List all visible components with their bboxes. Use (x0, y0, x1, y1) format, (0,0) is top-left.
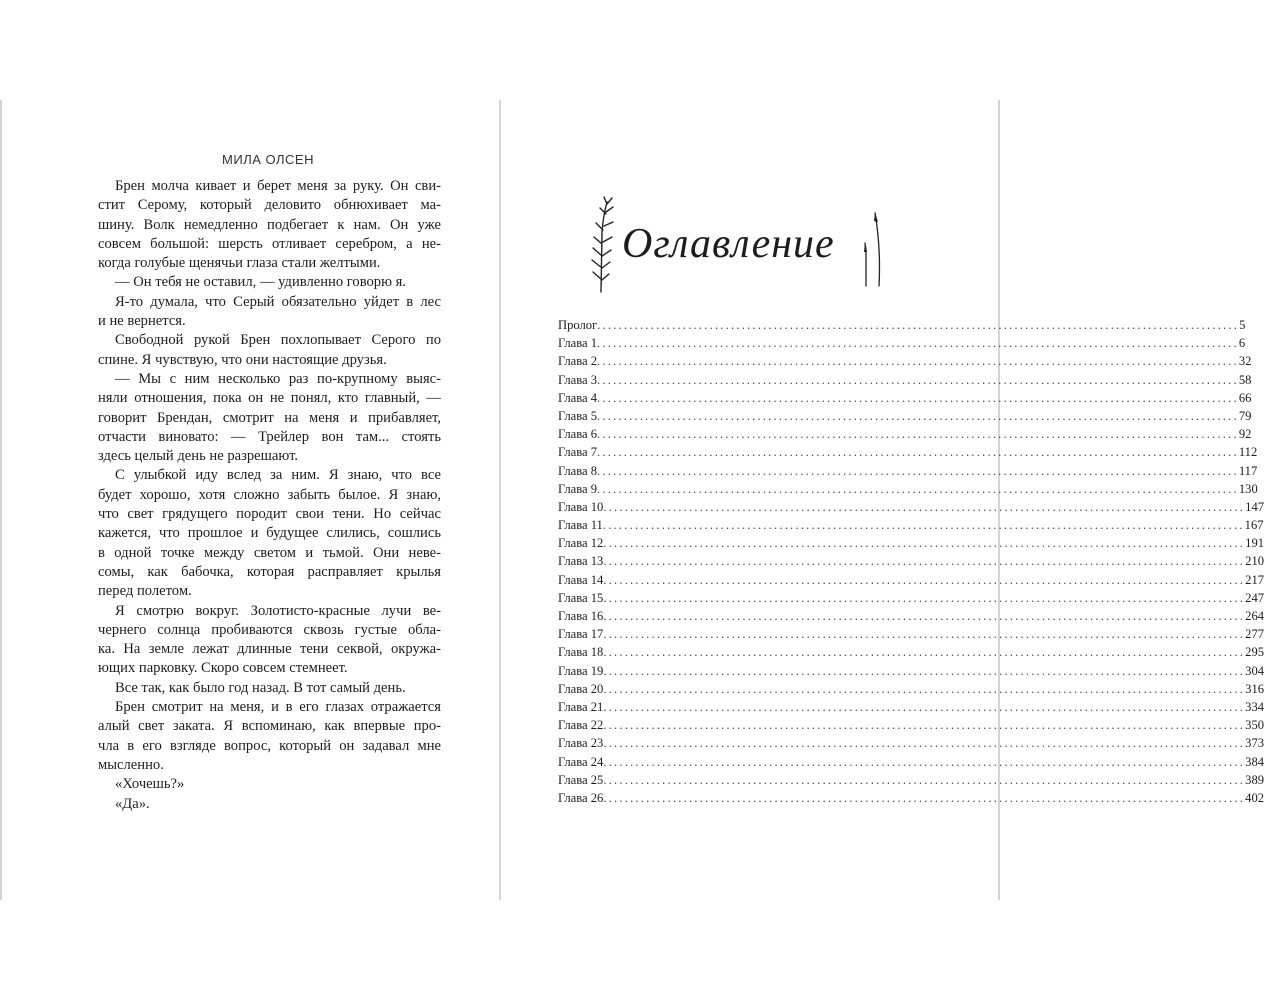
paragraph (98, 679, 441, 698)
toc-leader-dots: ........................................................................................................................ (603, 536, 1246, 551)
toc-entry (558, 734, 1264, 752)
paragraph (98, 602, 441, 679)
toc-leader-dots: ........................................................................................................................ (603, 736, 1246, 751)
text-line: говорит Брендан, смотрит на меня и прибавляет, (98, 409, 441, 426)
toc-entry (558, 443, 1258, 461)
toc-leader-dots: ........................................................................................................................ (603, 772, 1246, 787)
toc-entry-label: Глава 11 (558, 518, 603, 533)
toc-entry-label: Глава 3 (558, 372, 598, 387)
grass-blades-icon (862, 208, 886, 288)
text-line: перед полетом. (98, 583, 192, 600)
toc-leader-dots: ........................................................................................................................ (602, 518, 1245, 533)
toc-leader-dots: ........................................................................................................................ (603, 590, 1246, 605)
toc-entry-page: 247 (1245, 590, 1264, 605)
toc-entry-page: 304 (1245, 663, 1264, 678)
toc-entry-label: Глава 6 (558, 427, 598, 442)
toc-entry (558, 607, 1264, 625)
toc-entry (558, 571, 1264, 589)
toc-entry (558, 625, 1264, 643)
toc-entry-page: 389 (1245, 772, 1264, 787)
text-line: Все так, как было год назад. В тот самый день. (115, 679, 406, 696)
toc-entry-label: Глава 16 (558, 609, 604, 623)
toc-entry-page: 147 (1245, 499, 1264, 514)
paragraph (98, 466, 441, 601)
text-line: «Хочешь?» (115, 776, 185, 793)
toc-entry-page: 264 (1245, 609, 1264, 623)
toc-entry-label: Глава 23 (558, 736, 604, 751)
toc-entry-label: Глава 15 (558, 590, 604, 605)
toc-leader-dots: ........................................................................................................................ (597, 427, 1239, 442)
toc-entry (558, 316, 1246, 334)
toc-entry (558, 662, 1264, 680)
toc-entry-page: 277 (1245, 627, 1264, 642)
toc-entry-label: Глава 8 (558, 463, 598, 478)
toc-entry (558, 680, 1264, 698)
text-line: — Мы с ним несколько раз по-крупному выяс- (115, 370, 441, 387)
table-of-contents (558, 316, 1264, 807)
toc-entry-page: 58 (1238, 372, 1252, 387)
toc-entry-label: Глава 22 (558, 718, 604, 733)
toc-entry (558, 498, 1264, 516)
toc-entry-page: 191 (1245, 536, 1264, 551)
toc-entry-label: Глава 7 (558, 445, 598, 460)
toc-entry (558, 516, 1264, 534)
text-line: алый свет заката. Я вспоминаю, как впервые про- (98, 718, 441, 735)
toc-leader-dots: ........................................................................................................................ (603, 499, 1246, 514)
toc-entry-page: 32 (1238, 354, 1252, 369)
toc-leader-dots: ........................................................................................................................ (597, 354, 1239, 369)
toc-entry (558, 407, 1252, 425)
toc-leader-dots: ........................................................................................................................ (603, 699, 1246, 714)
toc-leader-dots: ........................................................................................................................ (603, 645, 1246, 660)
toc-entry (558, 352, 1252, 370)
toc-entry (558, 589, 1264, 607)
toc-entry (558, 389, 1252, 407)
text-line: Я смотрю вокруг. Золотисто-красные лучи ве- (115, 602, 441, 619)
toc-entry (558, 698, 1264, 716)
toc-entry (558, 552, 1264, 570)
text-line: мысленно. (98, 756, 164, 773)
toc-entry (558, 716, 1264, 734)
toc-leader-dots: ........................................................................................................................ (603, 718, 1246, 733)
text-line: совсем большой: шерсть отливает серебром, а не- (98, 235, 441, 252)
toc-entry-page: 210 (1245, 554, 1264, 569)
toc-entry-page: 217 (1245, 572, 1264, 587)
body-text (98, 177, 441, 814)
toc-entry-page: 66 (1238, 390, 1252, 405)
text-line: кажется, что прошлое и будущее слились, сошлись (98, 525, 441, 542)
toc-leader-dots: ........................................................................................................................ (597, 445, 1239, 460)
text-line: ка. На земле лежат длинные тени секвой, окружа- (98, 641, 441, 658)
paragraph (98, 775, 441, 794)
toc-entry (558, 753, 1264, 771)
toc-leader-dots: ........................................................................................................................ (597, 390, 1239, 405)
toc-leader-dots: ........................................................................................................................ (597, 463, 1239, 478)
toc-leader-dots: ........................................................................................................................ (603, 663, 1246, 678)
toc-entry-label: Глава 9 (558, 481, 598, 496)
toc-entry (558, 425, 1252, 443)
text-line: стит Серому, который деловито обнюхивает ма- (98, 197, 441, 214)
toc-entry-label: Глава 19 (558, 663, 604, 678)
toc-entry (558, 462, 1258, 480)
toc-entry-label: Глава 4 (558, 390, 598, 405)
toc-entry (558, 480, 1258, 498)
toc-leader-dots: ........................................................................................................................ (603, 609, 1246, 623)
toc-leader-dots: ........................................................................................................................ (603, 754, 1246, 769)
paragraph (98, 177, 441, 273)
text-line: чла в его взгляде вопрос, который он задавал мне (98, 737, 441, 754)
text-line: няли отношения, пока он не понял, кто главный, — (98, 390, 441, 407)
toc-entry-label: Глава 14 (558, 572, 604, 587)
text-line: шину. Волк немедленно подбегает к нам. Он уже (98, 216, 441, 233)
toc-entry (558, 789, 1264, 807)
text-line: — Он тебя не оставил, — удивленно говорю я. (115, 274, 406, 291)
text-line: отчасти виновато: — Трейлер вон там... стоять (98, 428, 441, 445)
paragraph (98, 273, 441, 292)
toc-entry-page: 117 (1238, 463, 1258, 478)
toc-entry-page: 316 (1245, 681, 1264, 696)
toc-entry-label: Глава 5 (558, 408, 598, 423)
text-line: чернего солнца пробиваются сквозь густые обла- (98, 621, 441, 638)
toc-leader-dots: ........................................................................................................................ (597, 318, 1240, 332)
toc-entry-page: 112 (1238, 445, 1258, 460)
toc-entry-label: Глава 12 (558, 536, 604, 551)
toc-entry-label: Глава 17 (558, 627, 604, 642)
toc-entry-label: Глава 1 (558, 336, 598, 351)
toc-entry-page: 295 (1245, 645, 1264, 660)
text-line: сомы, как бабочка, которая расправляет крылья (98, 563, 441, 580)
toc-entry-label: Глава 13 (558, 554, 604, 569)
toc-leader-dots: ........................................................................................................................ (597, 336, 1239, 351)
toc-entry-page: 130 (1238, 481, 1258, 496)
toc-entry (558, 334, 1246, 352)
toc-entry-label: Глава 25 (558, 772, 604, 787)
text-line: будет хорошо, хотя сложно забыть былое. Я знаю, (98, 486, 441, 503)
toc-leader-dots: ........................................................................................................................ (597, 372, 1239, 387)
toc-entry-page: 334 (1245, 699, 1264, 714)
text-line: Свободной рукой Брен похлопывает Серого по (115, 332, 441, 349)
toc-entry-page: 167 (1244, 518, 1264, 533)
toc-leader-dots: ........................................................................................................................ (597, 408, 1239, 423)
toc-title: Оглавление (622, 221, 835, 267)
toc-leader-dots: ........................................................................................................................ (603, 572, 1246, 587)
sprig-icon (587, 192, 627, 292)
running-head: МИЛА ОЛСЕН (222, 152, 314, 167)
text-line: Я-то думала, что Серый обязательно уйдет в лес (115, 293, 441, 310)
toc-entry-label: Глава 26 (558, 790, 604, 805)
toc-entry-label: Глава 21 (558, 699, 604, 714)
toc-entry-page: 6 (1238, 336, 1246, 351)
toc-entry-page: 402 (1245, 790, 1264, 805)
text-line: здесь целый день не разрешают. (98, 448, 299, 465)
toc-entry (558, 771, 1264, 789)
text-line: Брен смотрит на меня, и в его глазах отражается (115, 699, 441, 716)
gutter (499, 100, 501, 900)
paragraph (98, 795, 441, 814)
toc-leader-dots: ........................................................................................................................ (603, 790, 1246, 805)
text-line: что свет грядущего породит свои тени. Но сейчас (98, 506, 441, 523)
text-line: и не вернется. (98, 313, 186, 330)
text-line: в одной точке между светом и тьмой. Они неве- (98, 544, 441, 561)
right-page (502, 100, 1264, 900)
toc-entry-label: Глава 10 (558, 499, 604, 514)
toc-entry-label: Глава 24 (558, 754, 604, 769)
text-line: когда голубые щенячьи глаза стали желтыми. (98, 255, 381, 272)
toc-entry-page: 79 (1238, 408, 1252, 423)
toc-entry-label: Глава 20 (558, 681, 604, 696)
toc-entry-page: 92 (1238, 427, 1252, 442)
paragraph (98, 370, 441, 466)
paragraph (98, 293, 441, 332)
text-line: «Да». (115, 795, 150, 812)
left-page (2, 100, 499, 900)
toc-entry-page: 373 (1245, 736, 1264, 751)
text-line: Брен молча кивает и берет меня за руку. Он сви- (115, 178, 441, 194)
toc-leader-dots: ........................................................................................................................ (603, 554, 1246, 569)
text-line: С улыбкой иду вслед за ним. Я знаю, что все (115, 467, 441, 484)
toc-entry (558, 643, 1264, 661)
toc-leader-dots: ........................................................................................................................ (597, 481, 1239, 496)
toc-entry-label: Пролог (558, 318, 598, 332)
text-line: ющих парковку. Скоро совсем стемнеет. (98, 660, 348, 677)
toc-entry-label: Глава 2 (558, 354, 598, 369)
paragraph (98, 331, 441, 370)
toc-entry (558, 371, 1252, 389)
toc-entry-page: 350 (1245, 718, 1264, 733)
text-line: спине. Я чувствую, что они настоящие друзья. (98, 351, 387, 368)
toc-entry-label: Глава 18 (558, 645, 604, 660)
toc-entry-page: 384 (1245, 754, 1264, 769)
toc-leader-dots: ........................................................................................................................ (603, 681, 1246, 696)
paragraph (98, 698, 441, 775)
toc-leader-dots: ........................................................................................................................ (603, 627, 1246, 642)
toc-entry (558, 534, 1264, 552)
toc-entry-page: 5 (1239, 318, 1246, 332)
